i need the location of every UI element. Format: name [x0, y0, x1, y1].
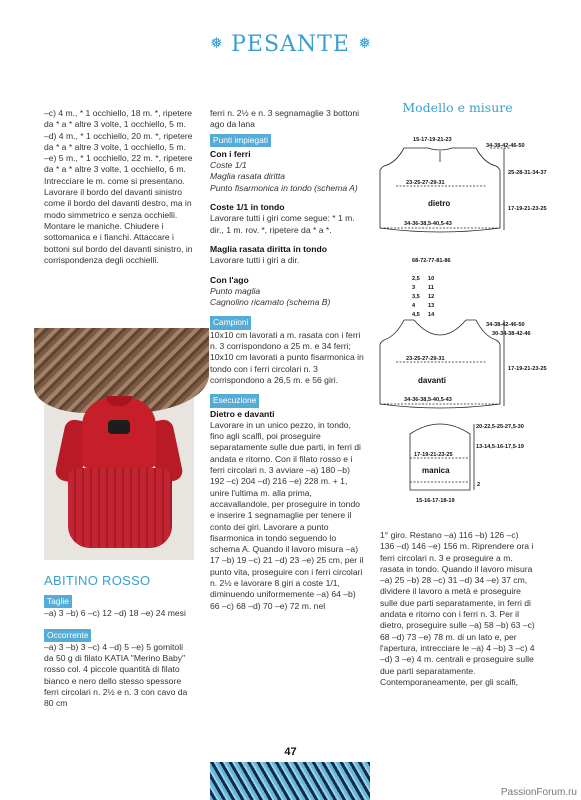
dim-label: 13-14,5-16-17,5-19: [476, 444, 524, 450]
dress-skirt: [68, 468, 172, 548]
sizes-materials: [44, 592, 194, 710]
dim-label: 23-25-27-29-31: [406, 356, 445, 362]
column-left-text: [44, 108, 194, 266]
page-header: [0, 32, 581, 57]
subheading: Coste 1/1 in tondo: [210, 202, 285, 213]
stitch-item: Punto maglia: [210, 285, 261, 296]
paragraph: ferri n. 2½ e n. 3 segnamaglie 3 bottoni ago da lana: [210, 108, 360, 130]
sizes-text: –a) 3 –b) 6 –c) 12 –d) 18 –e) 24 mesi: [44, 608, 186, 619]
page-number: 47: [284, 746, 297, 758]
dress-photo: [44, 328, 194, 560]
piece-label: dietro: [428, 199, 451, 208]
dim-label: 34-36-38,5-40,5-43: [404, 397, 452, 403]
stitch-item: Coste 1/1: [210, 160, 247, 171]
davanti-schematic: [380, 320, 504, 408]
dietro-schematic: [380, 148, 510, 232]
neck-row-value: 3,5: [412, 294, 420, 300]
section-label-esecuzione: Esecuzione: [210, 394, 259, 407]
dim-label: 30-34-38-42-46: [492, 331, 531, 337]
dim-label: 34-38-42-46-50: [486, 143, 525, 149]
dim-label: 23-25-27-29-31: [406, 180, 445, 186]
dim-label: 34-36-38,5-40,5-43: [404, 221, 452, 227]
dim-label: 25-28-31-34-37: [508, 170, 547, 176]
paragraph: –c) 4 m., * 1 occhiello, 18 m. *, ripetere da * a * altre 3 volte, 1 occhiello, 5 m.: [44, 108, 193, 130]
dim-label: 34-38-42-46-50: [486, 322, 525, 328]
neck-row-value: 13: [428, 303, 435, 309]
section-label-occorrente: Occorrente: [44, 629, 91, 642]
paragraph: Lavorare in un unico pezzo, in tondo, fino agli scalfi, poi proseguire separatamente sulle due parti, in ferri di andata e ritorno. Con il filato rosso e i ferri circolari n. 3 avviare –a) 180 –b) 192 –c) 204 –d) 216 –e) 228 m. + 1, unire l'ultima m. alla prima, accavallandole, per proseguire in tondo e inserire 1 segnamaglie per tenere il conto dei giri. Lavorare a punto fisarmonica in tondo seguendo lo schema A. Quando il lavoro misura –a) 17 –b) 19 –c) 21 –d) 23 –e) 25 cm, per il punto vita, proseguire con i ferri circolari n. 2½ e lavorare 8 giri a coste 1/1, diminuendo uniformemente –a) 64 –b) 66 –c) 68 –d) 70 –e) 72 m. nel: [210, 419, 364, 611]
embroidered-dog: [108, 420, 130, 434]
neck-depth-table: [412, 276, 435, 318]
neck-row-value: 2,5: [412, 276, 420, 282]
dim-label: 17-19-21-23-25: [414, 452, 453, 458]
materials-text: –a) 3 –b) 3 –c) 4 –d) 5 –e) 5 gomitoli da 50 g di filato KATIA "Merino Baby" rosso col. 4 piccole quantità di filato bianco e nero dello stesso spessore ferri circolari n. 2½ e n. 3 con cavo da 80 cm: [44, 641, 188, 709]
neck-row-value: 11: [428, 285, 434, 291]
knit-texture-strip: [210, 762, 370, 800]
paragraph: Intrecciare le m. come si presentano. Lavorare il bordo del davanti sinistro come il bordo del davanti destro, ma in modo simmetrico e senza occhielli. Montare le maniche. Chiudere i sottomanica e i fianchi. Attaccare i bottoni sul bordo del davanti sinistro, in corrispondenza degli occhielli.: [44, 175, 193, 265]
paragraph: 1° giro. Restano –a) 116 –b) 126 –c) 136 –d) 146 –e) 156 m. Riprendere ora i ferri circolari n. 3 e proseguire a m. rasata in tondo. Quando il lavoro misura –a) 25 –b) 28 –c) 31 –d) 34 –e) 37 cm, dividere il lavoro a metà e proseguire sulle due parti separatamente, in ferri di andata e ritorno con i ferri n. 3. Per il dietro, proseguire sulle –a) 58 –b) 63 –c) 68 –d) 73 –e) 78 m. di un lato e, per l'apertura, intrecciare le –a) 4 –b) 3 –c) 4 –d) 3 –e) 4 m. centrali e proseguire sulle due parti separatamente. Contemporaneamente, per gli scalfi,: [380, 530, 535, 687]
snowflake-icon: ❅: [210, 35, 223, 52]
stitch-item: Punto fisarmonica in tondo (schema A): [210, 182, 358, 193]
column-middle-text: [210, 108, 365, 612]
column-right-text: [380, 530, 535, 688]
neck-row-value: 12: [428, 294, 435, 300]
diagram-title: Modello e misure: [402, 100, 513, 115]
neck-row-value: 4,5: [412, 312, 420, 318]
dim-label: 17-19-21-23-25: [508, 206, 547, 212]
subheading: Dietro e davanti: [210, 408, 275, 419]
paragraph: –d) 4 m., * 1 occhiello, 20 m. *, ripetere da * a * altre 3 volte, 1 occhiello, 5 m.: [44, 130, 193, 152]
pattern-title: ABITINO ROSSO: [44, 573, 151, 588]
neck-row-value: 4: [412, 303, 416, 309]
dim-label: 17-19-21-23-25: [508, 366, 547, 372]
subheading: Con i ferri: [210, 148, 251, 159]
dim-label: 15-17-19-21-23: [413, 137, 452, 143]
watermark: PassionForum.ru: [500, 787, 577, 798]
stitch-item: Maglia rasata diritta: [210, 171, 285, 182]
paragraph: Lavorare tutti i giri come segue: * 1 m. dir., 1 m. rov. *, ripetere da * a *.: [210, 213, 355, 235]
dim-label: 15-16-17-18-19: [416, 498, 455, 504]
neck-row-value: 10: [428, 276, 435, 282]
measurement-diagram: [378, 118, 547, 523]
dim-label: 68-72-77-81-86: [412, 258, 451, 264]
section-label-campioni: Campioni: [210, 316, 251, 329]
paragraph: Lavorare tutti i giri a dir.: [210, 255, 300, 266]
subheading: Con l'ago: [210, 274, 249, 285]
neck-row-value: 3: [412, 285, 416, 291]
neck-row-value: 14: [428, 312, 435, 318]
dim-label: 2: [477, 482, 481, 488]
paragraph: –e) 5 m., * 1 occhiello, 22 m. *, ripetere da * a * altre 3 volte, 1 occhiello, 6 m.: [44, 153, 193, 175]
subheading: Maglia rasata diritta in tondo: [210, 243, 327, 254]
dim-label: 20-22,5-25-27,5-30: [476, 424, 524, 430]
snowflake-icon: ❅: [358, 35, 371, 52]
piece-label: davanti: [418, 376, 447, 385]
section-label-taglie: Taglie: [44, 595, 72, 608]
piece-label: manica: [422, 466, 450, 475]
section-label-punti: Punti impiegati: [210, 134, 271, 147]
page-title: PESANTE: [231, 32, 350, 57]
stitch-item: Cagnolino ricamato (schema B): [210, 297, 331, 308]
paragraph: 10x10 cm lavorati a m. rasata con i ferri n. 3 corrispondono a 25 m. e 34 ferri; 10x10 cm lavorati a punto fisarmonica in tondo con i ferri circolari n. 3 corrispondono a 26,5 m. e 56 giri.: [210, 329, 364, 385]
